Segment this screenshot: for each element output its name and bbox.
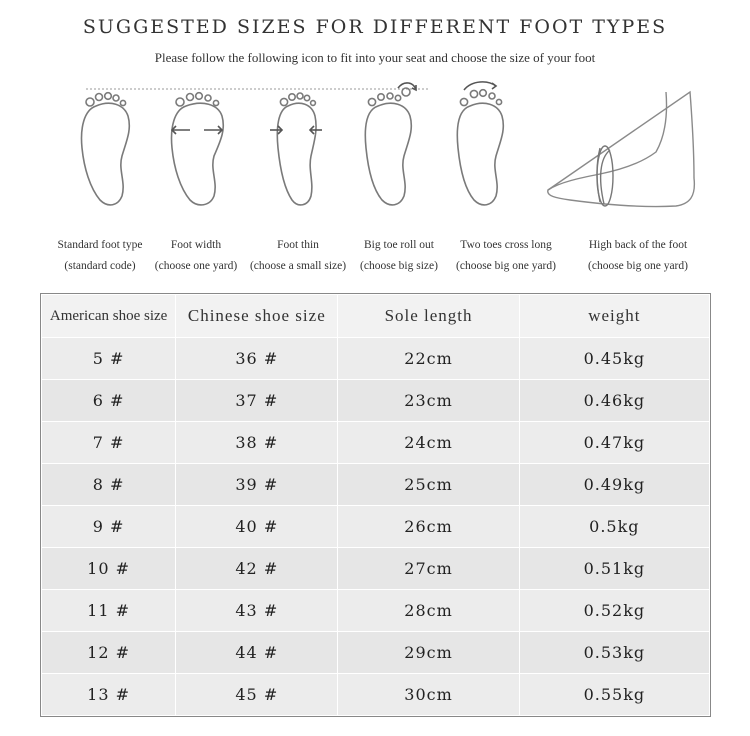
weight-cell: 0.46kg [519, 380, 709, 422]
sole-length-cell: 22cm [338, 338, 519, 380]
sole-length-cell: 25cm [338, 464, 519, 506]
thin-foot-icon [270, 93, 322, 205]
american-size-cell: 13 # [42, 674, 176, 716]
big-toe-foot-icon [365, 83, 416, 205]
chinese-size-cell: 45 # [176, 674, 338, 716]
wide-foot-icon [172, 93, 224, 205]
page-title: SUGGESTED SIZES FOR DIFFERENT FOOT TYPES [82, 16, 668, 38]
header-sole-length: Sole length [338, 295, 519, 338]
header-weight: weight [519, 295, 709, 338]
foot-type-name: Big toe roll out [364, 239, 434, 251]
foot-type-name: Standard foot type [57, 239, 143, 251]
chinese-size-cell: 40 # [176, 506, 338, 548]
weight-cell: 0.5kg [519, 506, 709, 548]
sole-length-cell: 23cm [338, 380, 519, 422]
page-subtitle: Please follow the following icon to fit into your seat and choose the size of your foot [154, 50, 596, 65]
weight-cell: 0.52kg [519, 590, 709, 632]
foot-type-big-toe [352, 235, 446, 277]
chinese-size-cell: 42 # [176, 548, 338, 590]
american-size-cell: 10 # [42, 548, 176, 590]
header-chinese-size: Chinese shoe size [176, 295, 338, 338]
sole-length-cell: 24cm [338, 422, 519, 464]
table-row [42, 422, 710, 464]
table-row [42, 632, 710, 674]
weight-cell: 0.53kg [519, 632, 709, 674]
foot-type-advice: (standard code) [64, 260, 136, 272]
foot-type-name: Foot thin [277, 239, 319, 251]
foot-type-high-instep [574, 235, 702, 277]
american-size-cell: 8 # [42, 464, 176, 506]
foot-type-advice: (choose big size) [360, 260, 438, 272]
american-size-cell: 11 # [42, 590, 176, 632]
foot-type-advice: (choose a small size) [249, 260, 347, 272]
chinese-size-cell: 44 # [176, 632, 338, 674]
chinese-size-cell: 38 # [176, 422, 338, 464]
foot-type-advice: (choose big one yard) [588, 260, 688, 272]
foot-type-thin [244, 235, 352, 277]
foot-type-name: Foot width [170, 239, 222, 251]
table-header-row [42, 295, 710, 338]
foot-type-width [148, 235, 244, 277]
american-size-cell: 5 # [42, 338, 176, 380]
chinese-size-cell: 36 # [176, 338, 338, 380]
table-row [42, 590, 710, 632]
foot-type-long-toe [446, 235, 566, 277]
foot-type-standard [40, 235, 160, 277]
weight-cell: 0.45kg [519, 338, 709, 380]
weight-cell: 0.55kg [519, 674, 709, 716]
foot-type-name: High back of the foot [588, 239, 688, 251]
table-row [42, 548, 710, 590]
american-size-cell: 7 # [42, 422, 176, 464]
american-size-cell: 6 # [42, 380, 176, 422]
foot-type-name: Two toes cross long [460, 239, 552, 251]
sole-length-cell: 29cm [338, 632, 519, 674]
weight-cell: 0.49kg [519, 464, 709, 506]
sole-length-cell: 26cm [338, 506, 519, 548]
foot-type-advice: (choose one yard) [154, 260, 238, 272]
sole-length-cell: 30cm [338, 674, 519, 716]
weight-cell: 0.47kg [519, 422, 709, 464]
header-american-size: American shoe size [42, 295, 176, 338]
american-size-cell: 12 # [42, 632, 176, 674]
chinese-size-cell: 43 # [176, 590, 338, 632]
foot-type-advice: (choose big one yard) [456, 260, 556, 272]
chinese-size-cell: 39 # [176, 464, 338, 506]
table-row [42, 464, 710, 506]
chinese-size-cell: 37 # [176, 380, 338, 422]
american-size-cell: 9 # [42, 506, 176, 548]
table-row [42, 506, 710, 548]
foot-diagrams [0, 78, 750, 218]
long-toe-foot-icon [457, 82, 503, 205]
high-instep-foot-icon [548, 92, 695, 207]
standard-foot-icon [82, 93, 130, 205]
table-row [42, 338, 710, 380]
size-table [41, 294, 710, 716]
weight-cell: 0.51kg [519, 548, 709, 590]
table-row [42, 674, 710, 716]
sole-length-cell: 27cm [338, 548, 519, 590]
table-row [42, 380, 710, 422]
sole-length-cell: 28cm [338, 590, 519, 632]
